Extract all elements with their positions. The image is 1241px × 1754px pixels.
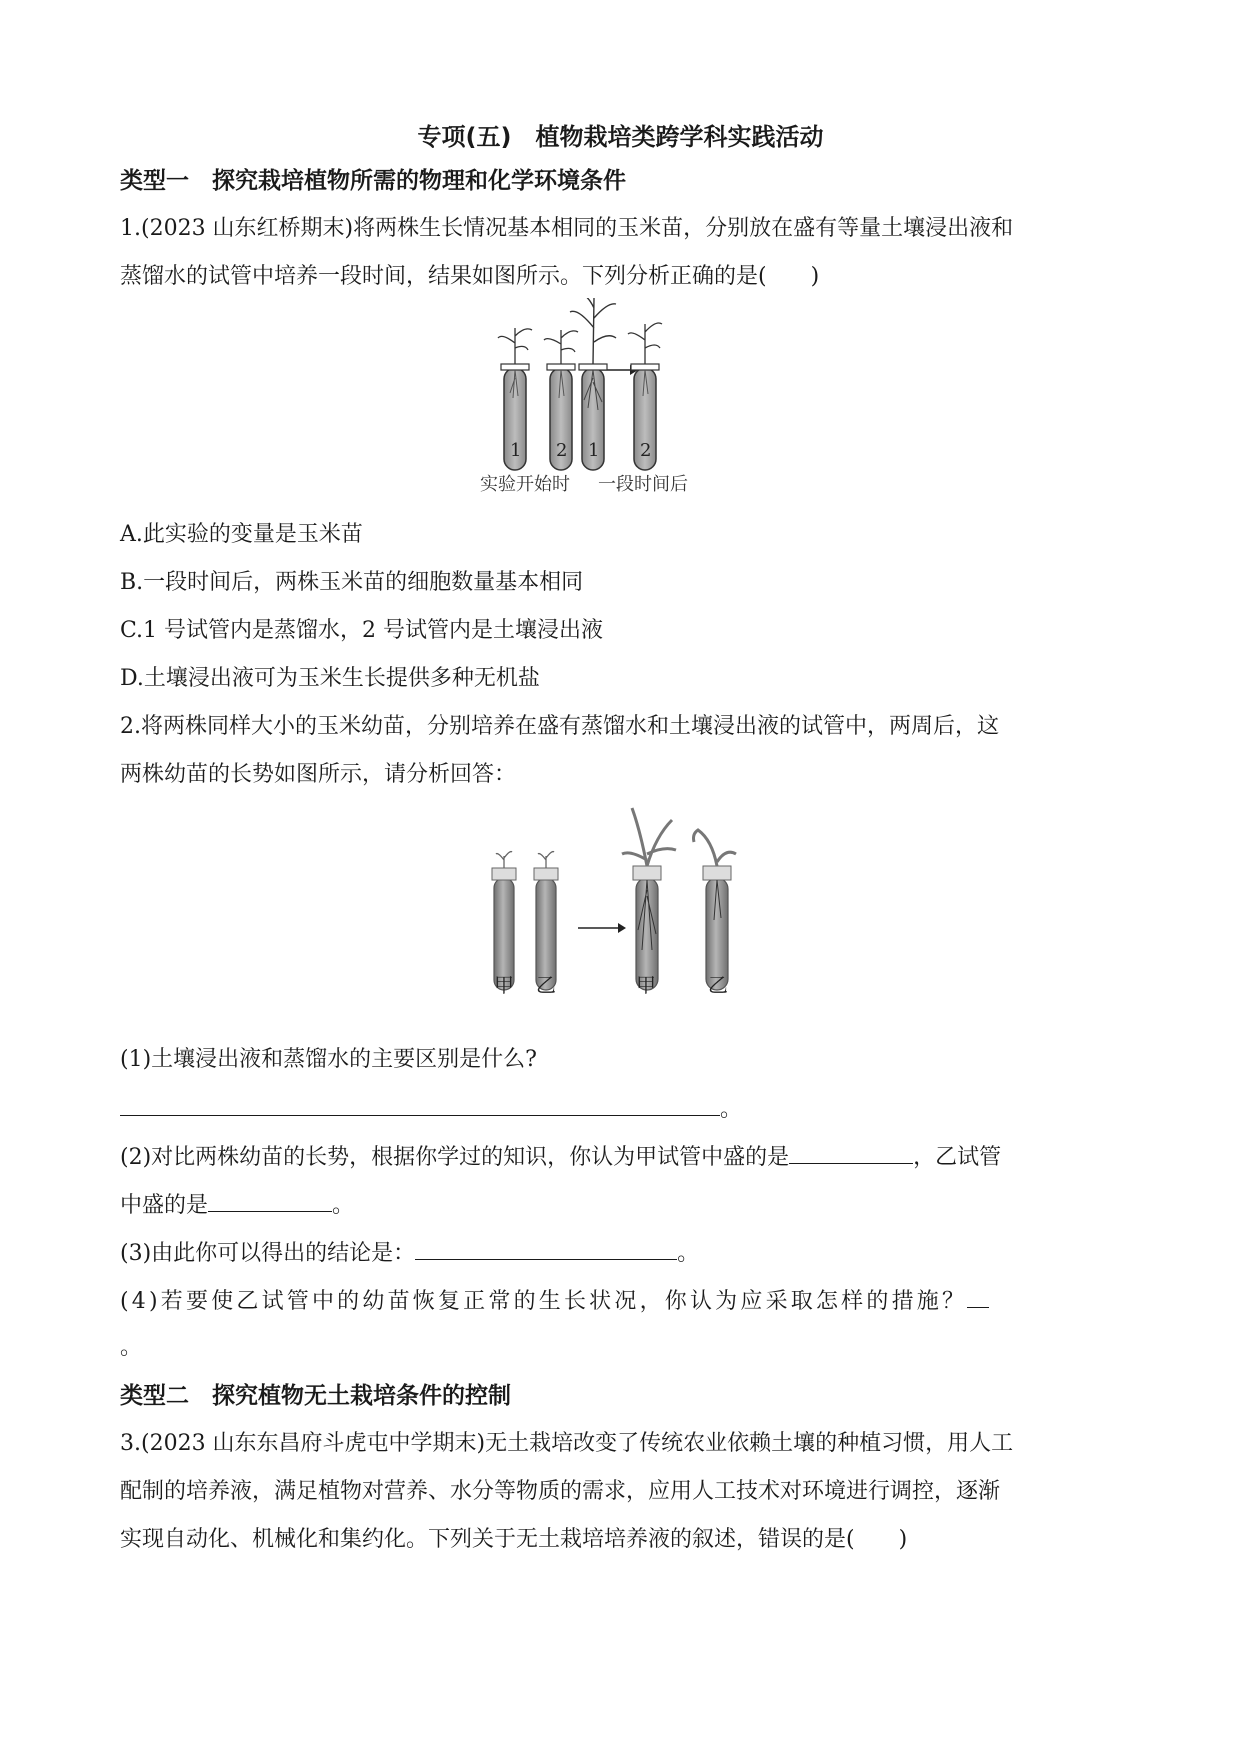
tube-1-label: 1 bbox=[510, 440, 522, 461]
tube-3-label: 1 bbox=[588, 440, 600, 461]
tube-2-start bbox=[544, 330, 578, 470]
question-3-line-1: 3.(2023 山东东昌府斗虎屯中学期末)无土栽培改变了传统农业依赖土壤的种植习惯，用人工 bbox=[120, 1431, 1014, 1456]
question-1-option-c: C.1 号试管内是蒸馏水，2 号试管内是土壤浸出液 bbox=[120, 618, 604, 643]
answer-blank-1[interactable] bbox=[120, 1093, 720, 1116]
tube-yi-start bbox=[534, 852, 558, 990]
answer-blank-2[interactable] bbox=[789, 1141, 913, 1164]
question-1-option-d: D.土壤浸出液可为玉米生长提供多种无机盐 bbox=[120, 666, 540, 691]
question-2-sub-1-answer: 。 bbox=[120, 1093, 1120, 1125]
arrow-icon bbox=[578, 923, 626, 933]
question-1-option-a: A.此实验的变量是玉米苗 bbox=[120, 522, 363, 547]
question-3-line-3: 实现自动化、机械化和集约化。下列关于无土栽培培养液的叙述，错误的是( ) bbox=[120, 1527, 908, 1552]
question-2-sub-4-end: 。 bbox=[120, 1335, 143, 1360]
tube-jia-after bbox=[622, 808, 676, 990]
figure-1-test-tubes bbox=[480, 298, 750, 498]
figure-2-label-yi-2: 乙 bbox=[708, 973, 728, 997]
answer-blank-5[interactable] bbox=[967, 1285, 989, 1308]
figure-2-label-yi-1: 乙 bbox=[536, 973, 556, 997]
tube-jia-start bbox=[492, 852, 516, 990]
tube-2-after bbox=[628, 323, 662, 470]
question-2-sub-2-line-2: 中盛的是 。 bbox=[120, 1189, 1120, 1221]
answer-blank-4[interactable] bbox=[415, 1237, 677, 1260]
section-heading-1: 类型一 探究栽培植物所需的物理和化学环境条件 bbox=[120, 168, 626, 194]
section-heading-2: 类型二 探究植物无土栽培条件的控制 bbox=[120, 1383, 511, 1409]
figure-1-caption-left: 实验开始时 bbox=[480, 474, 570, 495]
question-1-option-b: B.一段时间后，两株玉米苗的细胞数量基本相同 bbox=[120, 570, 584, 595]
tube-yi-after bbox=[694, 830, 737, 990]
question-1-line-2: 蒸馏水的试管中培养一段时间，结果如图所示。下列分析正确的是( ) bbox=[120, 264, 820, 289]
question-2-line-2: 两株幼苗的长势如图所示，请分析回答： bbox=[120, 762, 517, 787]
question-2-sub-1: (1)土壤浸出液和蒸馏水的主要区别是什么? bbox=[120, 1047, 537, 1072]
tube-1-start bbox=[498, 328, 532, 470]
tube-4-label: 2 bbox=[640, 440, 652, 461]
figure-2-label-jia-1: 甲 bbox=[494, 973, 514, 997]
figure-1-caption-right: 一段时间后 bbox=[598, 474, 688, 495]
question-3-line-2: 配制的培养液，满足植物对营养、水分等物质的需求，应用人工技术对环境进行调控，逐渐 bbox=[120, 1479, 1001, 1504]
question-2-line-1: 2.将两株同样大小的玉米幼苗，分别培养在盛有蒸馏水和土壤浸出液的试管中，两周后，这 bbox=[120, 714, 999, 739]
answer-blank-3[interactable] bbox=[208, 1189, 332, 1212]
page-title: 专项(五) 植物栽培类跨学科实践活动 bbox=[417, 123, 824, 151]
question-2-sub-2-line-1: (2)对比两株幼苗的长势，根据你学过的知识，你认为甲试管中盛的是 ，乙试管 bbox=[120, 1141, 1120, 1173]
question-2-sub-3: (3)由此你可以得出的结论是： 。 bbox=[120, 1237, 1120, 1269]
question-2-sub-4: (4)若要使乙试管中的幼苗恢复正常的生长状况，你认为应采取怎样的措施？ bbox=[120, 1285, 1120, 1317]
figure-2-label-jia-2: 甲 bbox=[636, 973, 656, 997]
figure-2-seedlings bbox=[480, 800, 760, 1010]
tube-2-label: 2 bbox=[556, 440, 568, 461]
question-1-line-1: 1.(2023 山东红桥期末)将两株生长情况基本相同的玉米苗，分别放在盛有等量土壤浸出液和 bbox=[120, 216, 1014, 241]
